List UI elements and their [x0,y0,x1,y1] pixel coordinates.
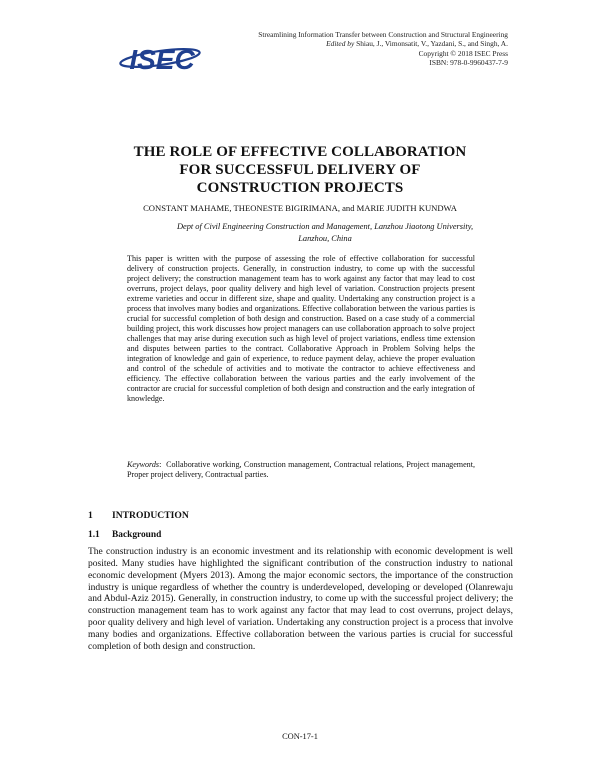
paper-title [60,143,540,197]
affiliation-line: Lanzhou, China [298,234,352,243]
conference-header [178,30,508,68]
subsection-heading-background [88,530,161,540]
affiliation [160,221,490,245]
editors: Shiau, J., Vimonsatit, V., Yazdani, S., and Singh, A. [356,39,508,49]
background-paragraph: The construction industry is an economic investment and its relationship with economic development is well posited. Many studies have highlighted the significant contribution of the construction industry to national economic development (Myers 2013). Among the major economic sectors, the importance of the construction industry is unique regardless of whether the country is underdeveloped, developing or developed (Olanrewaju and Abdul-Aziz 2015). Generally, in construction industry, to come up with the successful project delivery; the construction management team has to work against any factor that may lead to cost overruns, project delays, poor quality delivery and high level of variation. Undertaking any construction project is a process that involve many bodies and organizations. Effective collaboration between the various parties is crucial for successful completion of both design and construction. [88,547,513,652]
title-line: THE ROLE OF EFFECTIVE COLLABORATION [133,144,467,160]
section-title: INTRODUCTION [112,510,189,521]
title-line: CONSTRUCTION PROJECTS [196,180,404,196]
isec-logo-text: ISEC [129,44,195,75]
editors-line [178,39,508,48]
abstract: This paper is written with the purpose of assessing the role of effective collaboration for successful delivery of construction projects. Generally, in construction industry, to come up with the successful project delivery; the construction management team has to work against any factor that may lead to cost overruns, project delays, poor quality delivery and high level of variation. Construction projects present extreme varieties and occur in different size, shape and quality. Undertaking any construction project is a process that involves many bodies and organizations. Effective collaboration between the various parties is crucial for successful completion of both design and construction. Based on a case study of a commercial building project, this work discusses how project managers can use collaboration approach to solve project challenges that may arise during execution such as high level of project variations, endless time extension and disputes between parties to the contract. Collaborative Approach in Problem Solving helps the integration of knowledge and gain of experience, to reduce payment delay, achieve the proper evaluation and control of the schedule of activities and to motivate the contractor to achieve effectiveness and efficiency. The effective collaboration between the various parties and the early involvement of the contractor are crucial for successful completion of both design and construction and the early integration of knowledge. [127,254,475,403]
keywords: Keywords: Collaborative working, Construction management, Contractual relations, Project management, Proper project delivery, Contractual parties. [127,460,476,479]
affiliation-line: Dept of Civil Engineering Construction and Management, Lanzhou Jiaotong University, [176,222,474,231]
authors: CONSTANT MAHAME, THEONESTE BIGIRIMANA, and MARIE JUDITH KUNDWA [143,203,457,213]
edited-by-label: Edited by [326,39,355,49]
section-number: 1 [88,510,93,521]
isbn: ISBN: 978-0-9960437-7-9 [429,58,508,68]
title-line: FOR SUCCESSFUL DELIVERY OF [179,162,421,178]
subsection-number: 1.1 [88,530,100,540]
keywords-label: Keywords [127,460,160,469]
section-heading-introduction [88,510,189,521]
subsection-title: Background [112,530,162,540]
page-number: CON-17-1 [282,732,318,741]
keywords-list: Collaborative working, Construction management, Contractual relations, Project management, Proper project delivery, Contractual parties. [127,460,476,479]
conference-title: Streamlining Information Transfer between Construction and Structural Engineering [258,30,508,39]
copyright: Copyright © 2018 ISEC Press [418,48,508,58]
